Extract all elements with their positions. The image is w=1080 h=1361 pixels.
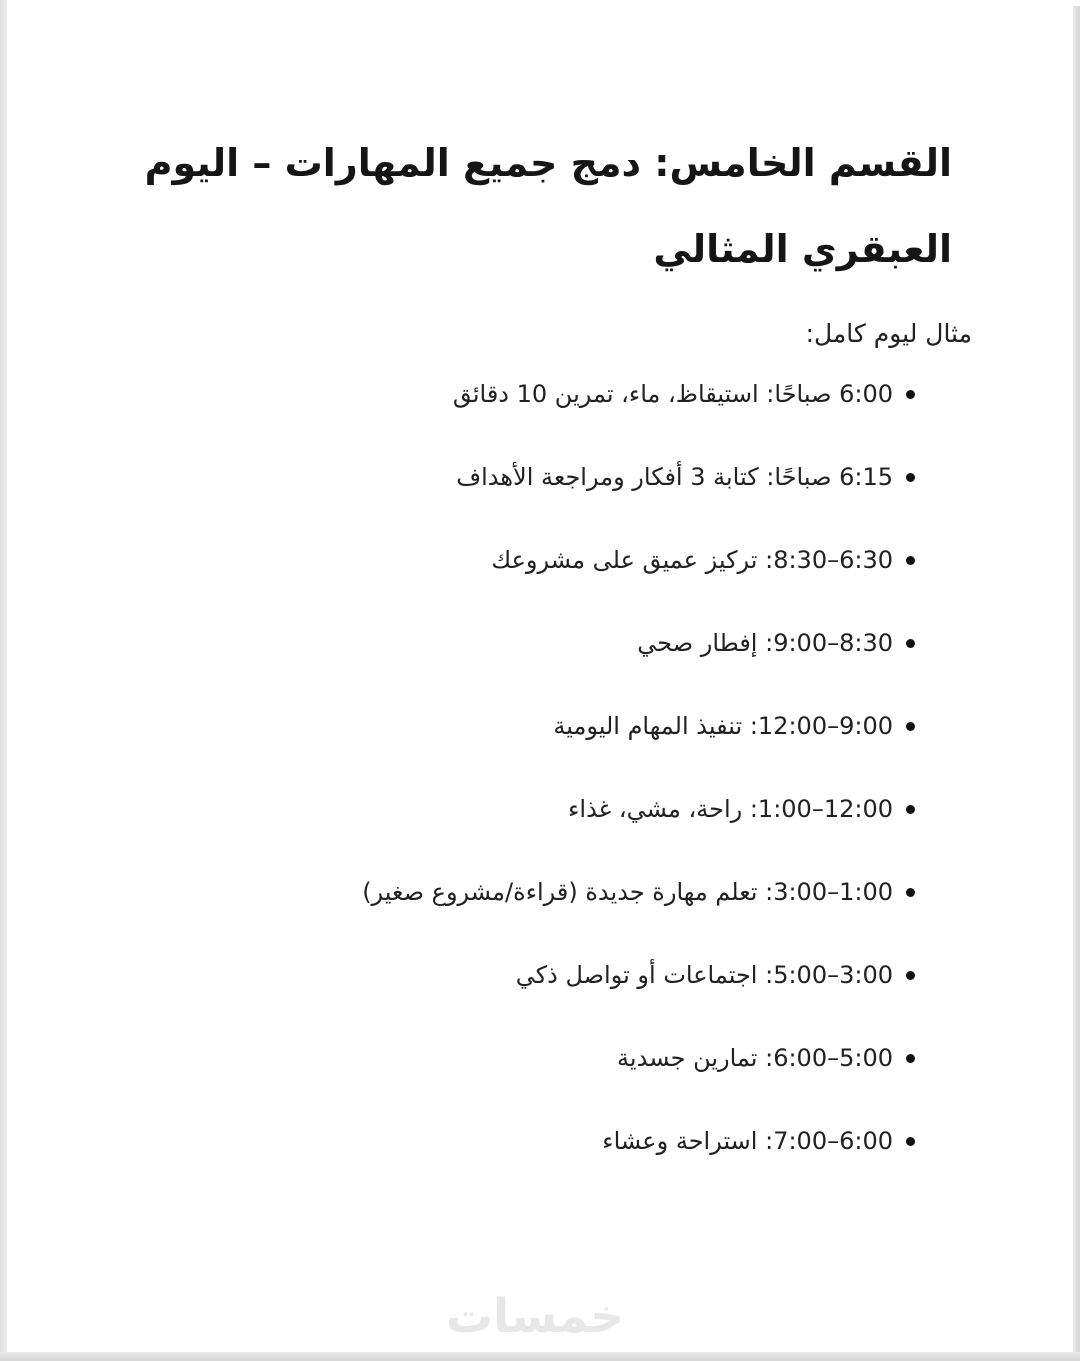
list-item: 1:00–3:00: تعلم مهارة جديدة (قراءة/مشروع صغير) xyxy=(40,876,893,909)
page-title-line2: العبقري المثالي xyxy=(653,227,952,271)
watermark: خمسات xyxy=(445,1289,625,1344)
list-item: 8:30–9:00: إفطار صحي xyxy=(40,627,893,660)
page-edge-right xyxy=(1073,6,1080,1361)
list-item: 5:00–6:00: تمارين جسدية xyxy=(40,1042,893,1075)
subtitle: مثال ليوم كامل: xyxy=(805,319,972,348)
list-item: 6:30–8:30: تركيز عميق على مشروعك xyxy=(40,544,893,577)
page-edge-left xyxy=(0,0,7,1361)
schedule-list xyxy=(40,378,893,1208)
list-item: 3:00–5:00: اجتماعات أو تواصل ذكي xyxy=(40,959,893,992)
list-item: 6:15 صباحًا: كتابة 3 أفكار ومراجعة الأهداف xyxy=(40,461,893,494)
page-edge-bottom xyxy=(0,1352,1080,1361)
page-title-line1: القسم الخامس: دمج جميع المهارات – اليوم xyxy=(144,141,952,185)
list-item: 6:00–7:00: استراحة وعشاء xyxy=(40,1125,893,1158)
list-item: 6:00 صباحًا: استيقاظ، ماء، تمرين 10 دقائق xyxy=(40,378,893,411)
page-title xyxy=(20,120,952,292)
list-item: 12:00–1:00: راحة، مشي، غذاء xyxy=(40,793,893,826)
list-item: 9:00–12:00: تنفيذ المهام اليومية xyxy=(40,710,893,743)
